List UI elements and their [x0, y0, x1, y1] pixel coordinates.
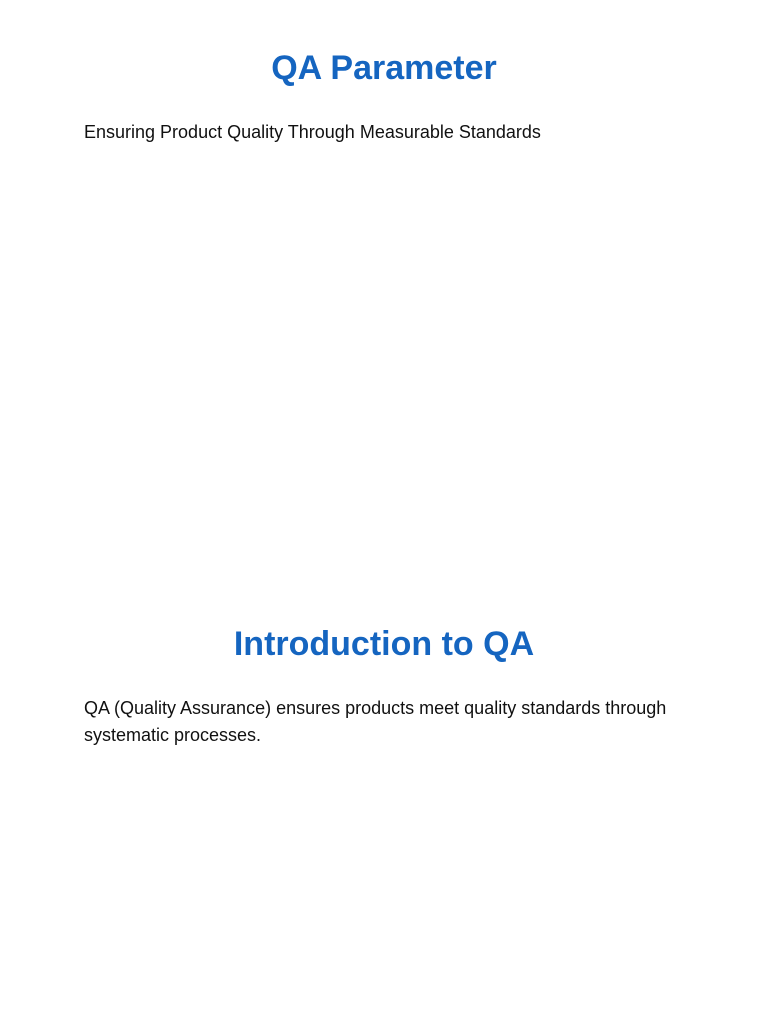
- section-body-introduction: QA (Quality Assurance) ensures products meet quality standards through systematic processes.: [84, 698, 667, 745]
- section-subtitle-qa-parameter: Ensuring Product Quality Through Measurable Standards: [84, 122, 541, 142]
- section-title-introduction: Introduction to QA: [233, 625, 535, 663]
- section-title-qa-parameter: QA Parameter: [271, 49, 497, 87]
